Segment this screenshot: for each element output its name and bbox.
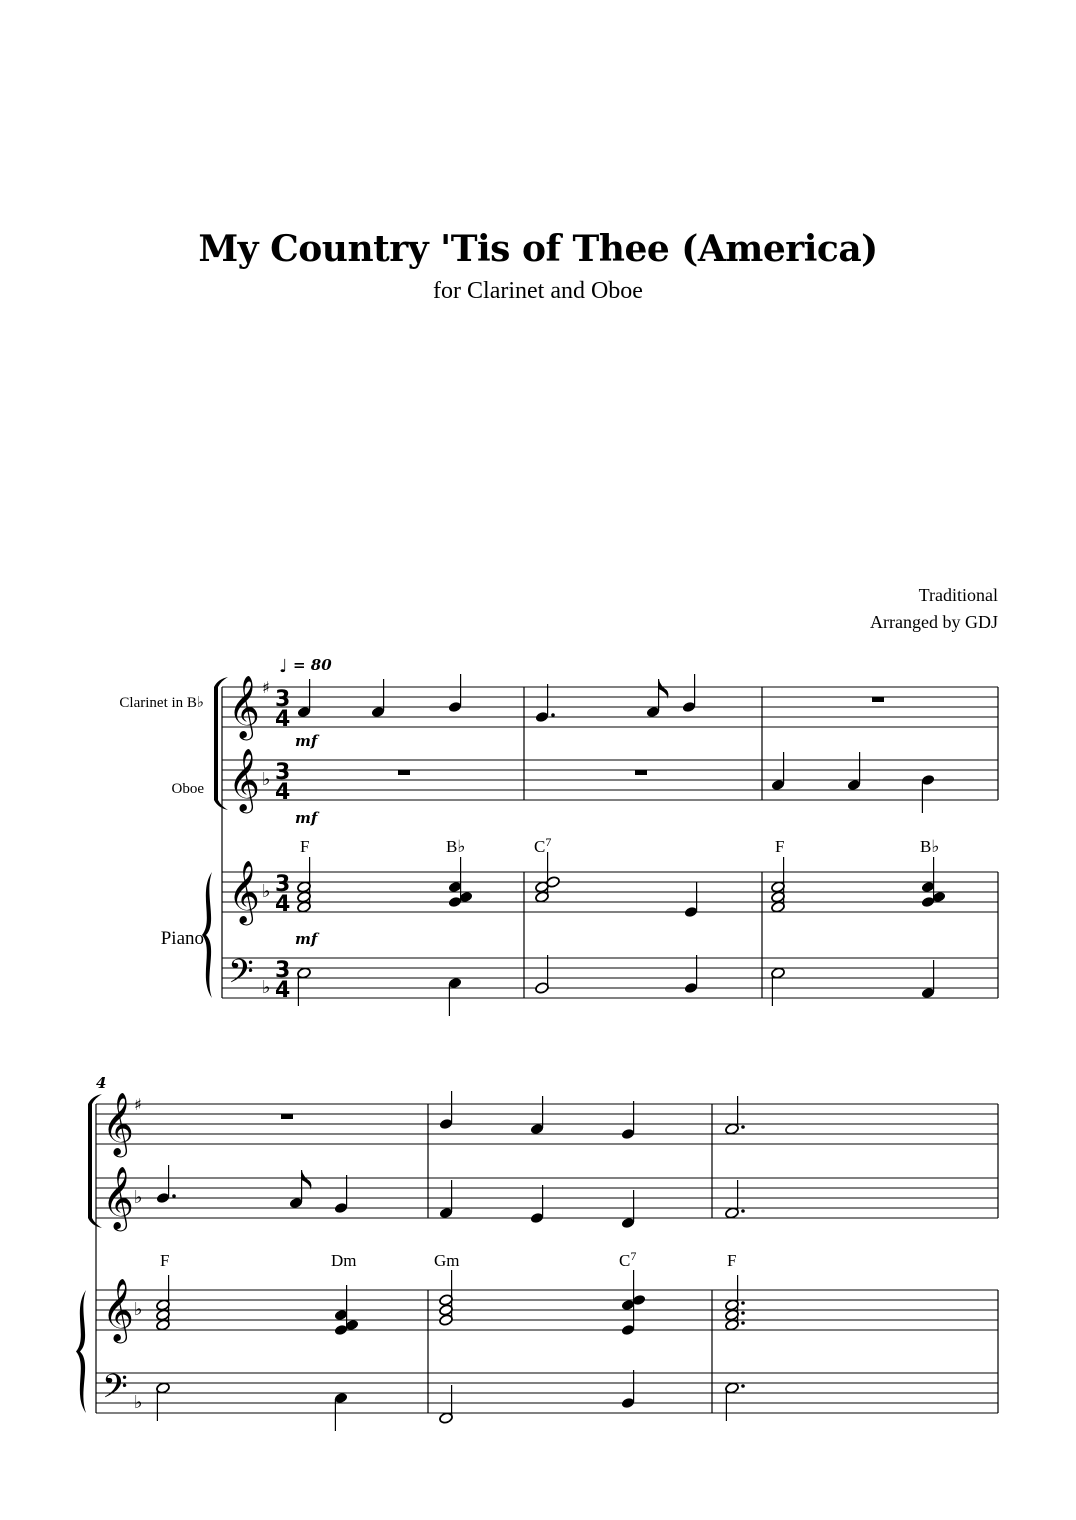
chord-symbol: $C^7$: [534, 835, 552, 856]
time-signature-denominator: 4: [275, 780, 291, 805]
augmentation-dot: [741, 1125, 745, 1129]
whole-rest: [398, 770, 410, 775]
augmentation-dot: [741, 1209, 745, 1213]
key-flat: ♭: [134, 1187, 143, 1208]
tempo-note: ♩: [279, 656, 288, 677]
piano-label: Piano: [160, 928, 204, 949]
composer: Traditional: [918, 585, 998, 605]
chord-symbol: B♭: [920, 837, 940, 856]
treble-clef: 𝄞: [228, 748, 260, 811]
dynamic-mf: mf: [295, 732, 318, 750]
augmentation-dot: [741, 1321, 745, 1325]
treble-clef: 𝄞: [102, 1278, 134, 1341]
time-signature-denominator: 4: [275, 707, 291, 732]
score-subtitle: for Clarinet and Oboe: [433, 278, 643, 304]
chord-symbol: Gm: [434, 1251, 460, 1270]
augmentation-dot: [172, 1194, 176, 1198]
augmentation-dot: [741, 1301, 745, 1305]
key-sharp: ♯: [134, 1095, 142, 1114]
bracket-hook-bottom: [88, 1218, 102, 1228]
group-bracket: [88, 1104, 92, 1218]
treble-clef: 𝄞: [228, 675, 260, 738]
treble-clef: 𝄞: [102, 1166, 134, 1229]
chord-symbol: F: [727, 1251, 737, 1270]
dynamic-mf: mf: [295, 809, 318, 827]
key-flat: ♭: [262, 881, 271, 902]
arranger: Arranged by GDJ: [870, 612, 998, 632]
augmentation-dot: [551, 713, 555, 717]
clarinet-label: Clarinet in B♭: [119, 695, 204, 711]
measure-number: 4: [96, 1074, 107, 1092]
augmentation-dot: [741, 1384, 745, 1388]
time-signature-numerator: 3: [275, 958, 291, 983]
flag: [659, 679, 669, 699]
key-flat: ♭: [134, 1392, 143, 1413]
whole-rest: [281, 1114, 293, 1119]
key-flat: ♭: [262, 769, 271, 790]
whole-rest: [872, 697, 884, 702]
augmentation-dot: [741, 1311, 745, 1315]
whole-rest: [635, 770, 647, 775]
group-bracket: [214, 687, 218, 800]
time-signature-denominator: 4: [275, 892, 291, 917]
chord-symbol: B♭: [446, 837, 466, 856]
chord-symbol: Dm: [331, 1251, 357, 1270]
time-signature-denominator: 4: [275, 978, 291, 1003]
chord-symbol: $C^7$: [619, 1249, 637, 1270]
time-signature-numerator: 3: [275, 872, 291, 897]
key-flat: ♭: [134, 1299, 143, 1320]
bracket-hook-bottom: [214, 800, 228, 810]
key-sharp: ♯: [262, 678, 270, 697]
bass-clef: 𝄢: [102, 1368, 128, 1414]
bass-clef: 𝄢: [228, 953, 254, 999]
treble-clef: 𝄞: [102, 1092, 134, 1155]
time-signature-numerator: 3: [275, 760, 291, 785]
oboe-label: Oboe: [171, 781, 204, 797]
flag: [302, 1170, 312, 1190]
bracket-hook-top: [214, 677, 228, 687]
piano-brace: [76, 1290, 86, 1413]
treble-clef: 𝄞: [228, 860, 260, 923]
chord-symbol: F: [160, 1251, 170, 1270]
chord-symbol: F: [775, 837, 785, 856]
key-flat: ♭: [262, 977, 271, 998]
tempo-mark: = 80: [293, 656, 332, 674]
score-title: My Country 'Tis of Thee (America): [198, 228, 878, 270]
time-signature-numerator: 3: [275, 687, 291, 712]
dynamic-mf: mf: [295, 930, 318, 948]
bracket-hook-top: [88, 1094, 102, 1104]
chord-symbol: F: [300, 837, 310, 856]
